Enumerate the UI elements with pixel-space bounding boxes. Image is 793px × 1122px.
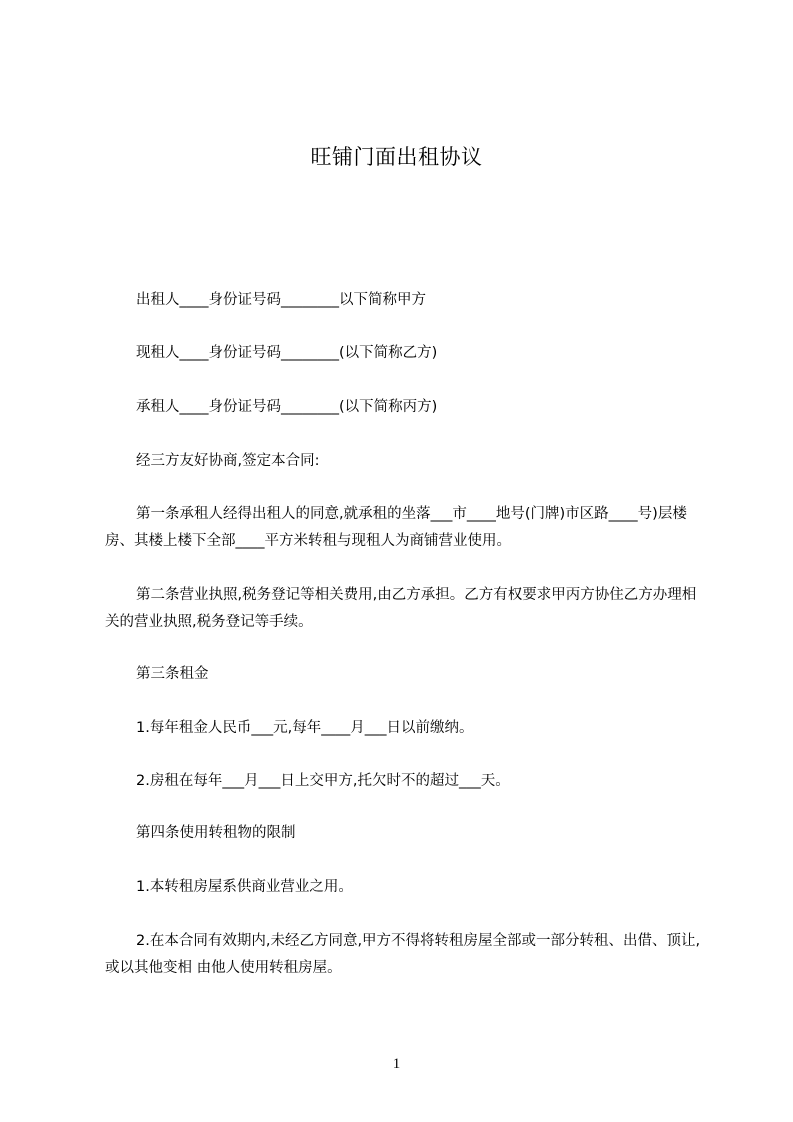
party-lessor-line: 出租人____身份证号码________以下简称甲方 [136,292,426,308]
use-restriction-2: 2.在本合同有效期内,未经乙方同意,甲方不得将转租房屋全部或一部分转租、出借、顶让,或以其他变相 由他人使用转租房屋。 [105,933,701,976]
article-1-paragraph: 第一条承租人经得出租人的同意,就承租的坐落___市____地号(门牌)市区路____号)层楼房、其楼上楼下全部____平方米转租与现租人为商铺营业使用。 [105,506,687,549]
agreement-intro: 经三方友好协商,签定本合同: [136,453,320,469]
document-title: 旺铺门面出租协议 [310,145,483,169]
party-current-tenant-line: 现租人____身份证号码________(以下简称乙方) [136,345,438,361]
rent-clause-2: 2.房租在每年___月___日上交甲方,托欠时不的超过___天。 [136,773,510,789]
page-number: 1 [392,1056,401,1072]
use-restriction-1: 1.本转租房屋系供商业营业之用。 [136,879,353,895]
party-subtenant-line: 承租人____身份证号码________(以下简称丙方) [136,399,438,415]
article-2-paragraph: 第二条营业执照,税务登记等相关费用,由乙方承担。乙方有权要求甲丙方协住乙方办理相关的营业执照,税务登记等手续。 [105,587,697,630]
article-3-heading: 第三条租金 [136,666,209,682]
article-4-heading: 第四条使用转租物的限制 [136,825,296,841]
rent-clause-1: 1.每年租金人民币___元,每年____月___日以前缴纳。 [136,720,474,736]
